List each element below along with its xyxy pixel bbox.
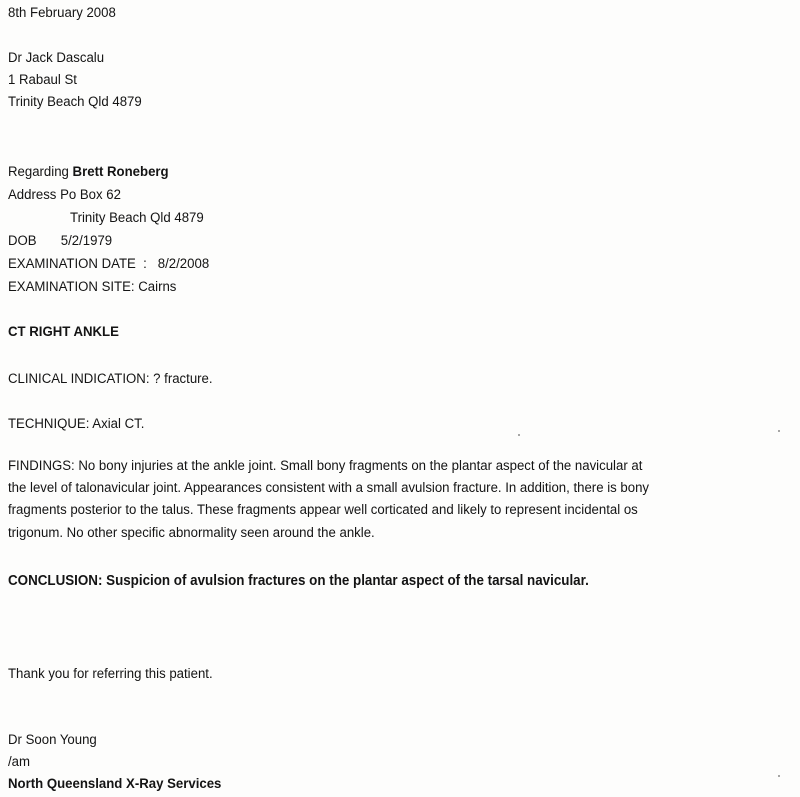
letter-date: 8th February 2008 xyxy=(8,5,116,21)
findings-line: FINDINGS: No bony injuries at the ankle joint. Small bony fragments on the plantar aspect of the navicular at xyxy=(8,458,643,474)
recipient-name: Dr Jack Dascalu xyxy=(8,50,105,66)
findings-line: fragments posterior to the talus. These fragments appear well corticated and likely to represent incidental os xyxy=(8,502,638,519)
clinical-indication: CLINICAL INDICATION: ? fracture. xyxy=(8,371,213,387)
patient-name: Brett Roneberg xyxy=(72,164,169,180)
exam-date-label: EXAMINATION DATE xyxy=(8,256,136,272)
signature-organization: North Queensland X-Ray Services xyxy=(8,776,222,792)
address-label: Address xyxy=(8,187,57,203)
conclusion: CONCLUSION: Suspicion of avulsion fractures on the plantar aspect of the tarsal navicular. xyxy=(8,573,589,589)
exam-date-line: EXAMINATION DATE : 8/2/2008 xyxy=(8,256,210,272)
closing-line: Thank you for referring this patient. xyxy=(8,666,213,682)
exam-date-value: 8/2/2008 xyxy=(157,256,210,272)
regarding-label: Regarding xyxy=(8,164,69,180)
findings-line: the level of talonavicular joint. Appearances consistent with a small avulsion fracture. In addition, there is bony xyxy=(8,480,650,497)
scan-speck xyxy=(778,775,780,777)
scan-speck xyxy=(518,434,520,436)
exam-site-label: EXAMINATION SITE: xyxy=(8,279,135,295)
regarding-line xyxy=(8,161,169,183)
recipient-city: Trinity Beach Qld 4879 xyxy=(8,94,142,110)
signature-doctor: Dr Soon Young xyxy=(8,732,97,748)
dob-line xyxy=(8,230,112,252)
exam-site-value: Cairns xyxy=(138,279,177,295)
address-line1: Po Box 62 xyxy=(60,187,121,203)
recipient-street: 1 Rabaul St xyxy=(8,72,77,88)
signature-initials: /am xyxy=(8,754,31,770)
findings-paragraph xyxy=(8,455,799,544)
address-line2: Trinity Beach Qld 4879 xyxy=(70,210,204,226)
exam-site-line xyxy=(8,276,176,298)
scan-speck xyxy=(778,430,780,432)
findings-line: trigonum. No other specific abnormality seen around the ankle. xyxy=(8,524,375,541)
address-line xyxy=(8,184,121,206)
dob-value: 5/2/1979 xyxy=(60,233,113,249)
dob-label: DOB xyxy=(8,233,37,249)
technique: TECHNIQUE: Axial CT. xyxy=(8,416,145,432)
study-title: CT RIGHT ANKLE xyxy=(8,324,119,340)
